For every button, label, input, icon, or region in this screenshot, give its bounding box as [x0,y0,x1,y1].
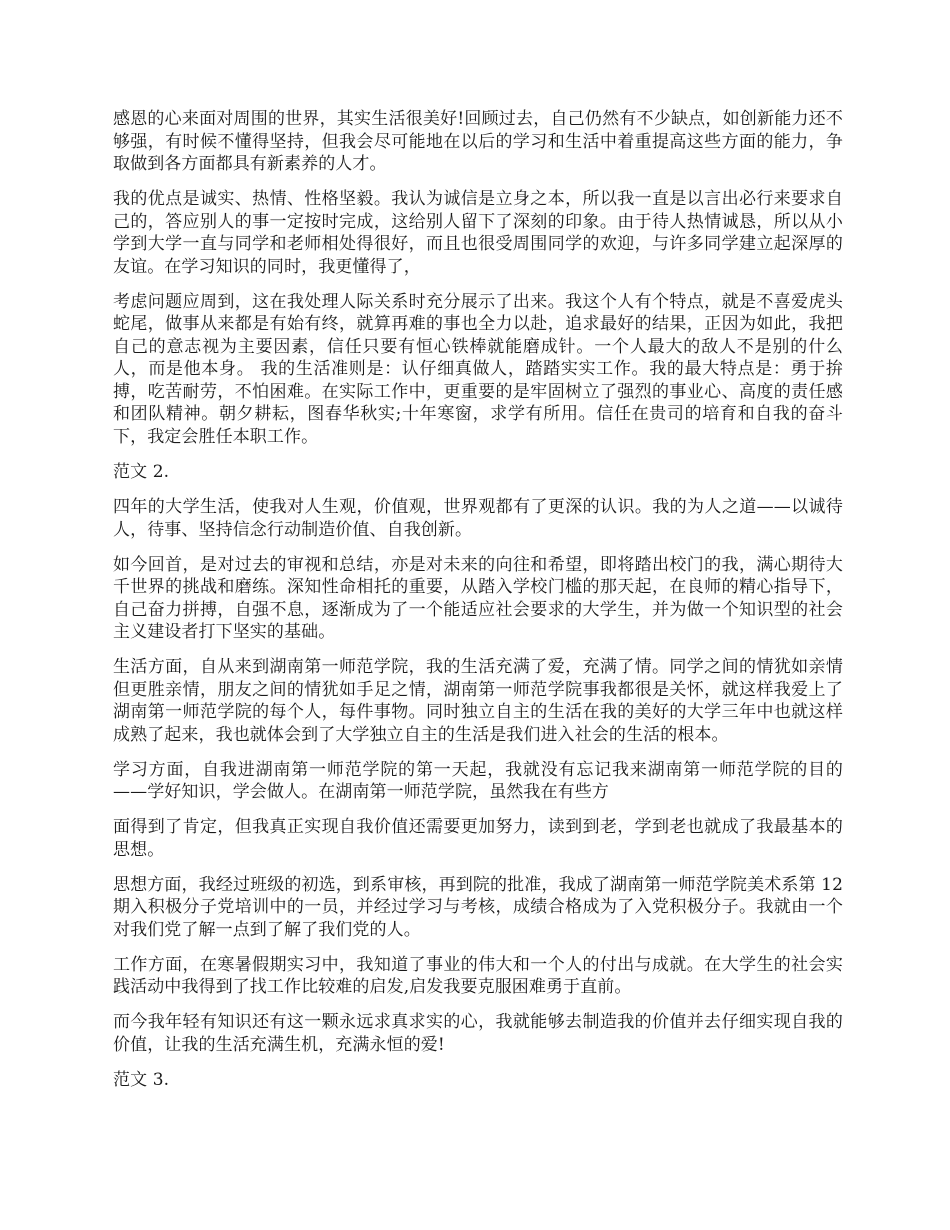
document-body [113,108,843,1104]
paragraph-study-continued: 面得到了肯定，但我真正实现自我价值还需要更加努力，读到到老，学到老也就成了我最基本的思想。 [113,817,843,860]
paragraph-conclusion: 而今我年轻有知识还有这一颗永远求真求实的心，我就能够去制造我的价值并去仔细实现自我的价值，让我的生活充满生机，充满永恒的爱! [113,1012,843,1055]
paragraph-university-life: 四年的大学生活，使我对人生观，价值观，世界观都有了更深的认识。我的为人之道——以诚待人，待事、坚持信念行动制造价值、自我创新。 [113,497,843,540]
paragraph-study-aspect: 学习方面，自我进湖南第一师范学院的第一天起，我就没有忘记我来湖南第一师范学院的目的——学好知识，学会做人。在湖南第一师范学院，虽然我在有些方 [113,759,843,802]
paragraph-principles: 考虑问题应周到，这在我处理人际关系时充分展示了出来。我这个人有个特点，就是不喜爱虎头蛇尾，做事从来都是有始有终，就算再难的事也全力以赴，追求最好的结果，正因为如此，我把自己的意志视为主要因素，信任只要有恒心铁棒就能磨成针。一个人最大的敌人不是别的什么人，而是他本身。 我的生活准则是：认仔细真做人，踏踏实实工作。我的最大特点是：勇于拚搏，吃苦耐劳，不怕困难。在实际工作中，更重要的是牢固树立了强烈的事业心、高度的责任感和团队精神。朝夕耕耘，图春华秋实;十年寒窗，求学有所用。信任在贵司的培育和自我的奋斗下，我定会胜任本职工作。 [113,291,843,447]
paragraph-ideology-aspect: 思想方面，我经过班级的初选，到系审核，再到院的批准，我成了湖南第一师范学院美术系第 12 期入积极分子党培训中的一员，并经过学习与考核，成绩合格成为了入党积极分子。我就由一个对我们党了解一点到了解了我们党的人。 [113,874,843,940]
section-heading-sample-3: 范文 3. [113,1069,170,1090]
paragraph-looking-back: 如今回首，是对过去的审视和总结，亦是对未来的向往和希望，即将踏出校门的我，满心期待大千世界的挑战和磨练。深知性命相托的重要，从踏入学校门槛的那天起，在良师的精心指导下，自己奋力拼搏，自强不息，逐渐成为了一个能适应社会要求的大学生，并为做一个知识型的社会主义建设者打下坚实的基础。 [113,554,843,642]
paragraph-work-aspect: 工作方面，在寒暑假期实习中，我知道了事业的伟大和一个人的付出与成就。在大学生的社会实践活动中我得到了找工作比较难的启发,启发我要克服困难勇于直前。 [113,954,843,997]
paragraph-gratitude: 感恩的心来面对周围的世界，其实生活很美好!回顾过去，自己仍然有不少缺点，如创新能力还不够强，有时候不懂得坚持，但我会尽可能地在以后的学习和生活中着重提高这些方面的能力，争取做到各方面都具有新素养的人才。 [113,109,843,174]
paragraph-life-aspect: 生活方面，自从来到湖南第一师范学院，我的生活充满了爱，充满了情。同学之间的情犹如亲情但更胜亲情，朋友之间的情犹如手足之情，湖南第一师范学院事我都很是关怀，就这样我爱上了湖南第一师范学院的每个人，每件事物。同时独立自主的生活在我的美好的大学三年中也就这样成熟了起来，我也就体会到了大学独立自主的生活是我们进入社会的生活的根本。 [113,657,843,745]
paragraph-strengths: 我的优点是诚实、热情、性格坚毅。我认为诚信是立身之本，所以我一直是以言出必行来要求自己的，答应别人的事一定按时完成，这给别人留下了深刻的印象。由于待人热情诚恳，所以从小学到大学一直与同学和老师相处得很好，而且也很受周围同学的欢迎，与许多同学建立起深厚的友谊。在学习知识的同时，我更懂得了， [113,189,843,277]
section-heading-sample-2: 范文 2. [113,461,170,482]
